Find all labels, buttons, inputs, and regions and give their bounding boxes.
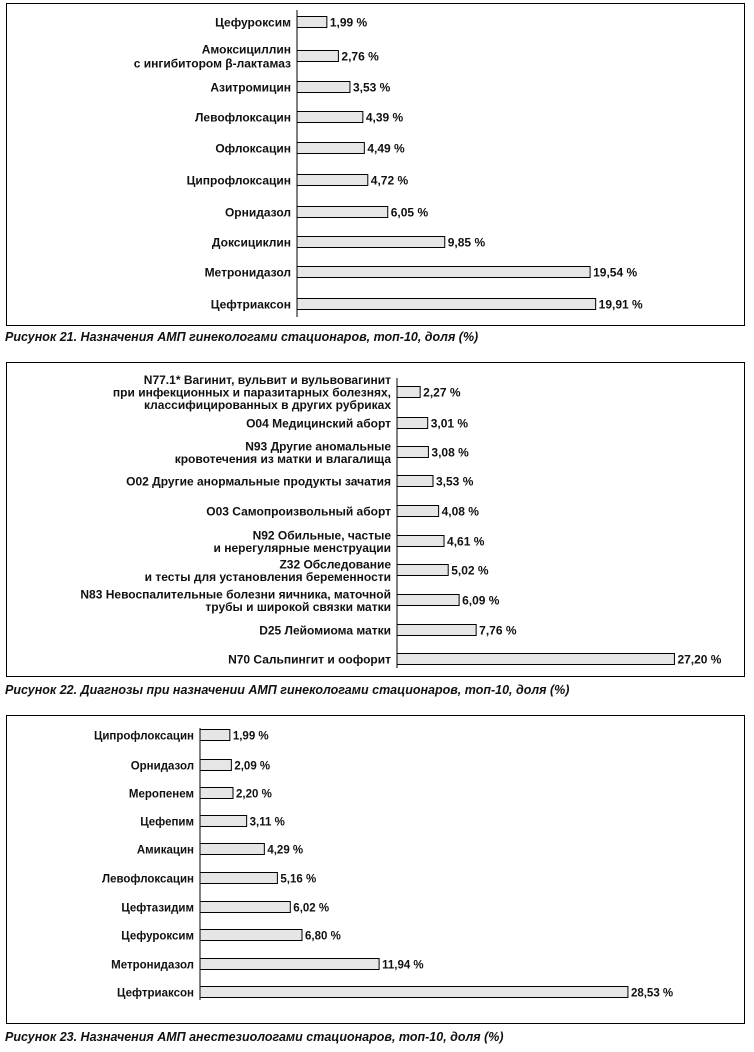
chart-1-value-label-4: 4,08 % xyxy=(441,504,479,519)
chart-0-value-label-1: 2,76 % xyxy=(341,49,379,64)
chart-2-category-label-2: Меропенем xyxy=(128,788,194,801)
chart-2-category-label-7: Цефуроксим xyxy=(121,930,194,943)
chart-2-value-label-7: 6,80 % xyxy=(305,930,341,943)
chart-2-bar-3 xyxy=(200,816,247,827)
chart-2-category-label-0: Ципрофлоксацин xyxy=(93,730,194,743)
chart-0-bar-4 xyxy=(297,143,364,154)
chart-0-category-label-9: Цефтриаксон xyxy=(210,297,291,312)
chart-0-bar-9 xyxy=(297,299,596,310)
chart-1-category-label-2-line-0: N93 Другие аномальные xyxy=(245,439,391,454)
chart-0-category-label-1-line-1: с ингибитором β-лактамаз xyxy=(133,56,291,71)
chart-0-value-label-7: 9,85 % xyxy=(447,235,486,250)
chart-0-bar-2 xyxy=(297,82,350,93)
chart-2-value-label-2: 2,20 % xyxy=(236,788,272,801)
caption-22: Рисунок 22. Диагнозы при назначении АМП гинекологами стационаров, топ-10, доля (%) xyxy=(5,683,570,697)
chart-0-category-label-2: Азитромицин xyxy=(210,80,291,95)
chart-0-bar-1 xyxy=(297,51,338,62)
caption-21: Рисунок 21. Назначения АМП гинекологами стационаров, топ-10, доля (%) xyxy=(5,330,479,344)
chart-2-value-label-9: 28,53 % xyxy=(630,987,674,1000)
chart-0-value-label-4: 4,49 % xyxy=(367,141,405,156)
chart-0-bar-7 xyxy=(297,237,445,248)
chart-1-category-label-1: O04 Медицинский аборт xyxy=(246,416,391,431)
chart-1-value-label-7: 6,09 % xyxy=(462,593,500,608)
chart-2-bar-1 xyxy=(200,760,231,771)
chart-2-value-label-1: 2,09 % xyxy=(234,760,271,773)
chart-2-value-label-8: 11,94 % xyxy=(382,959,424,972)
chart-2-category-label-8: Метронидазол xyxy=(111,959,194,972)
chart-0-bar-3 xyxy=(297,112,363,123)
chart-2-value-label-3: 3,11 % xyxy=(249,816,285,829)
chart-1-category-label-4: O03 Самопроизвольный аборт xyxy=(206,504,391,519)
chart-1-category-label-5-line-0: N92 Обильные, частые xyxy=(252,528,391,543)
chart-2-bar-2 xyxy=(200,788,233,799)
chart-1-bar-7 xyxy=(397,595,459,606)
chart-1-category-label-3: O02 Другие анормальные продукты зачатия xyxy=(126,474,391,489)
chart-0-bar-5 xyxy=(297,175,368,186)
chart-0-category-label-7: Доксициклин xyxy=(211,235,291,250)
chart-2-category-label-1: Орнидазол xyxy=(130,760,194,773)
chart-2-value-label-0: 1,99 % xyxy=(232,730,269,743)
chart-1-bar-5 xyxy=(397,536,444,547)
chart-0-category-label-4: Офлоксацин xyxy=(215,141,291,156)
chart-1-value-label-9: 27,20 % xyxy=(677,652,722,667)
chart-0-bar-0 xyxy=(297,17,327,28)
chart-1-value-label-8: 7,76 % xyxy=(479,623,517,638)
chart-1-bar-1 xyxy=(397,418,428,429)
chart-1-category-label-7-line-0: N83 Невоспалительные болезни яичника, маточной xyxy=(80,587,391,602)
chart-1-bar-6 xyxy=(397,565,448,576)
chart-2-bar-6 xyxy=(200,902,290,913)
chart-2-bar-7 xyxy=(200,930,302,941)
chart-2-bar-0 xyxy=(200,730,230,741)
chart-2-bar-4 xyxy=(200,844,264,855)
chart-2-bar-8 xyxy=(200,959,379,970)
chart-0-category-label-1-line-0: Амоксициллин xyxy=(201,42,291,57)
chart-1-value-label-6: 5,02 % xyxy=(451,563,489,578)
chart-2-category-label-6: Цефтазидим xyxy=(121,902,194,915)
chart-0-value-label-8: 19,54 % xyxy=(593,265,638,280)
caption-23: Рисунок 23. Назначения АМП анестезиологами стационаров, топ-10, доля (%) xyxy=(5,1030,504,1044)
chart-0-value-label-5: 4,72 % xyxy=(370,173,409,188)
chart-0-value-label-2: 3,53 % xyxy=(352,80,391,95)
chart-1-bar-4 xyxy=(397,506,439,517)
chart-1-category-label-0-line-1: при инфекционных и паразитарных болезнях, xyxy=(112,385,391,400)
chart-0-category-label-3: Левофлоксацин xyxy=(195,110,291,125)
chart-2-bar-9 xyxy=(200,987,628,998)
chart-0-value-label-0: 1,99 % xyxy=(329,15,368,30)
chart-0-category-label-5: Ципрофлоксацин xyxy=(186,173,291,188)
chart-1-category-label-6-line-1: и тесты для установления беременности xyxy=(144,569,391,584)
chart-0-category-label-8: Метронидазол xyxy=(204,265,291,280)
chart-1-category-label-7-line-1: трубы и широкой связки матки xyxy=(205,599,391,614)
chart-2-value-label-4: 4,29 % xyxy=(267,844,304,857)
chart-2-value-label-5: 5,16 % xyxy=(280,873,317,886)
chart-2-value-label-6: 6,02 % xyxy=(293,902,330,915)
chart-1-value-label-1: 3,01 % xyxy=(430,416,469,431)
chart-1-bar-2 xyxy=(397,447,428,458)
chart-2-category-label-9: Цефтриаксон xyxy=(117,987,194,1000)
chart-1-category-label-6-line-0: Z32 Обследование xyxy=(279,557,391,572)
chart-0-bar-8 xyxy=(297,267,590,278)
chart-1-bar-9 xyxy=(397,654,674,665)
chart-1-value-label-5: 4,61 % xyxy=(447,534,485,549)
chart-1-bar-3 xyxy=(397,476,433,487)
chart-2-category-label-5: Левофлоксацин xyxy=(102,873,194,886)
chart-0-value-label-9: 19,91 % xyxy=(598,297,643,312)
chart-1-category-label-5-line-1: и нерегулярные менструации xyxy=(213,540,391,555)
chart-0-value-label-3: 4,39 % xyxy=(365,110,404,125)
chart-1-category-label-2-line-1: кровотечения из матки и влагалища xyxy=(174,451,391,466)
chart-0-value-label-6: 6,05 % xyxy=(390,205,429,220)
chart-1-bar-8 xyxy=(397,625,476,636)
chart-1-category-label-8: D25 Лейомиома матки xyxy=(259,623,391,638)
chart-1-category-label-9: N70 Сальпингит и оофорит xyxy=(228,652,391,667)
chart-0-category-label-6: Орнидазол xyxy=(224,205,291,220)
chart-0-category-label-0: Цефуроксим xyxy=(215,15,291,30)
chart-1-category-label-0-line-0: N77.1* Вагинит, вульвит и вульвовагинит xyxy=(143,373,391,387)
chart-1-value-label-2: 3,08 % xyxy=(431,445,469,460)
chart-2-category-label-3: Цефепим xyxy=(140,816,194,829)
chart-1-value-label-0: 2,27 % xyxy=(423,385,461,400)
chart-1-bar-0 xyxy=(397,387,420,398)
chart-0-bar-6 xyxy=(297,207,388,218)
chart-1-category-label-0-line-2: классифицированных в других рубриках xyxy=(144,398,391,412)
chart-1-value-label-3: 3,53 % xyxy=(436,474,474,489)
chart-2-category-label-4: Амикацин xyxy=(136,844,194,857)
chart-2-bar-5 xyxy=(200,873,277,884)
